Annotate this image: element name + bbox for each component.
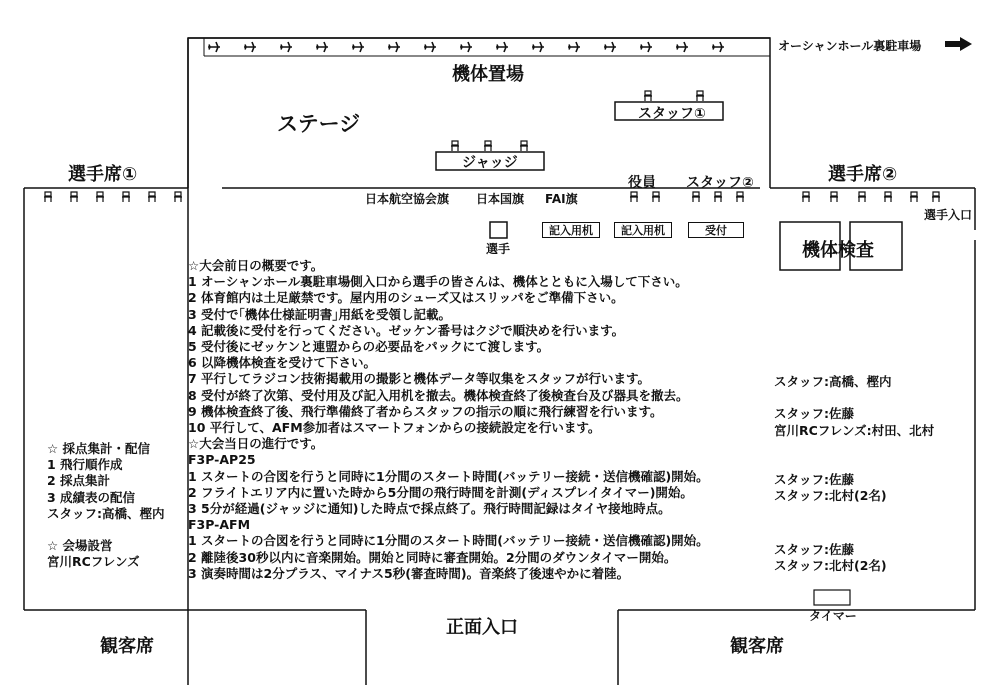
arrow-right-icon xyxy=(945,37,972,51)
note-line: 1 オーシャンホール裏駐車場側入口から選手の皆さんは、機体とともに入場して下さい。 xyxy=(188,274,688,290)
note-line: 7 平行してラジコン技術掲載用の撮影と機体データ等収集をスタッフが行います。 xyxy=(188,371,651,387)
chair-icon xyxy=(652,192,660,202)
staff-note: 宮川RCフレンズ:村田、北村 xyxy=(774,423,935,438)
airplane-icon xyxy=(424,42,436,52)
timer-box xyxy=(814,590,850,605)
airplane-icon xyxy=(208,42,220,52)
side-note-line: ☆ 採点集計・配信 xyxy=(47,441,151,456)
staff-note: スタッフ:高橋、樫内 xyxy=(774,374,892,389)
judge-label: ジャッジ xyxy=(462,155,518,171)
chair-icon xyxy=(858,192,866,202)
reception-desk xyxy=(688,222,744,238)
chair-icon xyxy=(910,192,918,202)
reception-label: 受付 xyxy=(705,224,727,237)
chair-icon xyxy=(44,192,52,202)
staff-note: スタッフ:佐藤 xyxy=(774,406,854,421)
note-line: 4 記載後に受付を行ってください。ゼッケン番号はクジで順決めを行います。 xyxy=(188,322,625,338)
airplane-icon xyxy=(352,42,364,52)
note-line: ☆大会当日の進行です。 xyxy=(188,436,324,452)
note-line: F3P-AP25 xyxy=(188,452,256,468)
airplane-icon xyxy=(460,42,472,52)
airplane-icon xyxy=(640,42,652,52)
form-desk-1-label: 記入用机 xyxy=(549,224,593,237)
form-desk-1 xyxy=(542,222,600,238)
player-entrance-label: 選手入口 xyxy=(924,208,973,222)
note-line: 5 受付後にゼッケンと連盟からの必要品をパックにて渡します。 xyxy=(188,339,550,355)
seats1-label: 選手席① xyxy=(68,164,138,185)
chair-icon xyxy=(932,192,940,202)
chair-icon xyxy=(122,192,130,202)
side-note-line xyxy=(47,522,165,538)
seats2-label: 選手席② xyxy=(828,164,898,185)
chair-icon xyxy=(884,192,892,202)
note-line: 8 受付が終了次第、受付用及び記入用机を撤去。機体検査終了後検査台及び器具を撤去。 xyxy=(188,387,689,403)
form-desk-2-label: 記入用机 xyxy=(621,224,665,237)
side-note-line: 3 成績表の配信 xyxy=(47,489,136,505)
airplane-icon xyxy=(280,42,292,52)
side-note-line: ☆ 会場設営 xyxy=(47,538,113,554)
chair-icon xyxy=(830,192,838,202)
airplane-icon xyxy=(568,42,580,52)
note-line: 10 平行して、AFM参加者はスマートフォンからの接続設定を行います。 xyxy=(188,420,601,436)
stage-label: ステージ xyxy=(277,112,361,136)
note-line: 6 以降機体検査を受けて下さい。 xyxy=(188,355,377,371)
airplane-row xyxy=(208,42,724,52)
chair-icon xyxy=(630,192,638,202)
airplane-icon xyxy=(532,42,544,52)
machine-area-label: 機体置場 xyxy=(452,64,524,85)
airplane-icon xyxy=(604,42,616,52)
note-line: 3 演奏時間は2分プラス、マイナス5秒(審査時間)。音楽終了後速やかに着陸。 xyxy=(188,565,630,581)
staff-note: スタッフ:北村(2名) xyxy=(774,558,887,573)
staff1-label: スタッフ① xyxy=(638,106,706,122)
flag-japan-label: 日本国旗 xyxy=(476,192,525,206)
note-line: 3 受付で｢機体仕様証明書｣用紙を受領し記載。 xyxy=(188,306,452,322)
audience-right-label: 観客席 xyxy=(730,636,784,657)
note-line: 3 5分が経過(ジャッジに通知)した時点で採点終了。飛行時間記録はタイヤ接地時点。 xyxy=(188,501,671,517)
chair-icon xyxy=(736,192,744,202)
note-line: 2 離陸後30秒以内に音楽開始。開始と同時に審査開始。2分間のダウンタイマー開始。 xyxy=(188,549,677,565)
chair-icon xyxy=(692,192,700,202)
note-line: 1 スタートの合図を行うと同時に1分間のスタート時間(バッテリー接続・送信機確認)開始。 xyxy=(188,468,709,484)
chair-icon xyxy=(714,192,722,202)
chair-icon xyxy=(644,91,652,101)
note-line: 9 機体検査終了後、飛行準備終了者からスタッフの指示の順に飛行練習を行います。 xyxy=(188,403,663,419)
chair-icon xyxy=(174,192,182,202)
main-entrance-label: 正面入口 xyxy=(446,617,518,638)
side-note-line: 宮川RCフレンズ xyxy=(47,554,140,570)
parking-label: オーシャンホール裏駐車場 xyxy=(778,39,922,53)
airplane-icon xyxy=(712,42,724,52)
chair-groups xyxy=(44,91,940,202)
inspection-label: 機体検査 xyxy=(802,240,874,261)
airplane-icon xyxy=(388,42,400,52)
note-line: F3P-AFM xyxy=(188,517,251,533)
chair-icon xyxy=(802,192,810,202)
side-note-line: 1 飛行順作成 xyxy=(47,457,123,473)
player-label: 選手 xyxy=(486,242,511,256)
flag-jaa-label: 日本航空協会旗 xyxy=(365,192,450,206)
chair-icon xyxy=(520,141,528,151)
chair-icon xyxy=(451,141,459,151)
staff-note: スタッフ:佐藤 xyxy=(774,472,854,487)
scoring-notes xyxy=(47,441,165,571)
airplane-icon xyxy=(316,42,328,52)
chair-icon xyxy=(70,192,78,202)
form-desk-2 xyxy=(614,222,672,238)
staff-note: スタッフ:佐藤 xyxy=(774,542,854,557)
chair-icon xyxy=(484,141,492,151)
chair-icon xyxy=(696,91,704,101)
note-line: 2 フライトエリア内に置いた時から5分間の飛行時間を計測(ディスプレイタイマー)開始。 xyxy=(188,484,693,500)
officials-label: 役員 xyxy=(628,175,656,191)
note-line: 1 スタートの合図を行うと同時に1分間のスタート時間(バッテリー接続・送信機確認)開始。 xyxy=(188,533,709,549)
side-note-line: スタッフ:高橋、樫内 xyxy=(47,505,165,521)
note-line: 2 体育館内は土足厳禁です。屋内用のシューズ又はスリッパをご準備下さい。 xyxy=(188,290,624,306)
airplane-icon xyxy=(496,42,508,52)
staff-note: スタッフ:北村(2名) xyxy=(774,488,887,503)
note-line: ☆大会前日の概要です。 xyxy=(188,258,324,273)
airplane-icon xyxy=(244,42,256,52)
event-notes xyxy=(188,258,709,582)
chair-icon xyxy=(148,192,156,202)
audience-left-label: 観客席 xyxy=(100,636,154,657)
timer-label: タイマー xyxy=(809,609,857,623)
flag-fai-label: FAI旗 xyxy=(545,192,578,206)
airplane-icon xyxy=(676,42,688,52)
player-box xyxy=(490,222,507,238)
side-note-line: 2 採点集計 xyxy=(47,473,111,489)
chair-icon xyxy=(96,192,104,202)
staff2-label: スタッフ② xyxy=(686,175,754,191)
